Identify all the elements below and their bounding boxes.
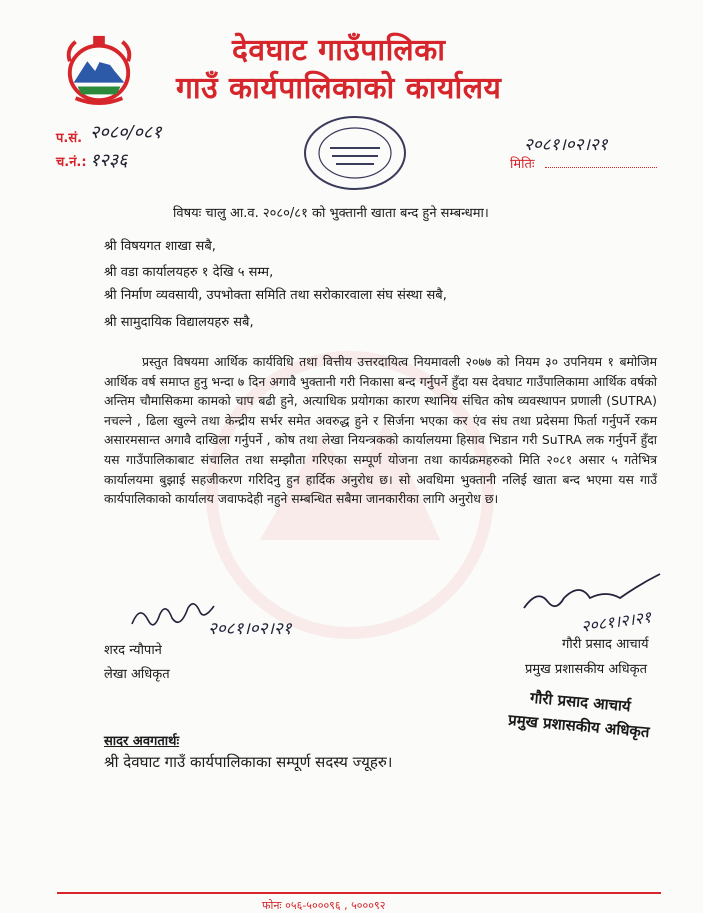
- cao-post: प्रमुख प्रशासकीय अधिकृत: [525, 662, 648, 677]
- date-dotted-line: [545, 167, 657, 168]
- addressee-line: श्री सामुदायिक विद्यालयहरु सबै,: [104, 315, 254, 330]
- date-label: मितिः: [510, 157, 535, 172]
- handwritten-date: २०८१।०२।२१: [524, 135, 608, 155]
- cc-heading: सादर अवगतार्थः: [104, 734, 180, 749]
- footer-phone: फोनः ०५६-५०००९६ , ५०००९२: [262, 899, 386, 912]
- cao-signature-date: २०८१।२।२१: [579, 607, 653, 636]
- accountant-signature-date: २०८१।०२।२१: [208, 619, 292, 639]
- letter-body: प्रस्तुत विषयमा आर्थिक कार्यविधि तथा वित्तीय उत्तरदायित्व नियमावली २०७७ को नियम ३० उपनियम १ बमोजिम आर्थिक वर्ष समाप्त हुनु भन्दा ७ दिन अगावै भुक्तानी गरी निकासा बन्द गर्नुपर्ने हुँदा यस देवघाट गाउँपालिकामा आर्थिक वर्षको अन्तिम चौमासिकमा कामको चाप बढी हुने, अत्याधिक प्रयोगका कारण स्थानिय संचित कोष व्यवस्थापन प्रणाली (SUTRA) नचल्ने , ढिला खुल्ने तथा केन्द्रीय सर्भर समेत अवरुद्ध हुने र सिर्जना भएका कर एंव संघ तथा प्रदेसमा फिर्ता गर्नुपर्ने रकम असारमसान्त अगावै दाखिला गर्नुपर्ने , कोष तथा लेखा नियन्त्रककाे कार्यालयमा हिसाव भिडान गरी SuTRA लक गर्नुपर्ने हुँदा यस गाउँपालिकाबाट संचालित तथा सम्झौता गरिएका सम्पूर्ण योजना तथा कार्यक्रमहरुको मिति २०८१ असार ५ गतेभित्र कार्यालयमा बुझाई सहजीकरण गरिदिनु हुन हार्दिक अनुरोध छ। सो अवधिमा भुक्तानी नलिई खाता बन्द भएमा यस गाउँ कार्यपालिकाको कार्यालय जवाफदेही नहुने सम्बन्धित सबैमा जानकारीका लागि अनुरोध छ।: [104, 354, 657, 507]
- letter-number-label: प.सं.: [56, 131, 83, 146]
- office-stamp: [300, 112, 410, 194]
- name-stamp-post: प्रमुख प्रशासकीय अधिकृत: [507, 710, 651, 742]
- addressee-line: श्री वडा कार्यालयहरु १ देखि ५ सम्म,: [104, 265, 274, 280]
- addressee-line: श्री निर्माण व्यवसायी, उपभोक्ता समिति तथा सरोकारवाला संघ संस्था सबै,: [104, 288, 447, 303]
- office-title: गाउँ कार्यपालिकाको कार्यालय: [176, 71, 502, 106]
- accountant-post: लेखा अधिकृत: [104, 667, 170, 682]
- municipality-title: देवघाट गाउँपालिका: [232, 33, 446, 68]
- dispatch-number-value: १२३६: [90, 150, 128, 171]
- letter-subject: विषयः चालु आ.व. २०८०/८१ को भुक्तानी खाता बन्द हुने सम्बन्धमा।: [173, 206, 489, 221]
- cao-name: गौरी प्रसाद आचार्य: [562, 637, 649, 652]
- name-stamp-name: गौरी प्रसाद आचार्य: [529, 688, 632, 716]
- dispatch-number-label: च.नं.:: [56, 155, 87, 170]
- accountant-name: शरद न्यौपाने: [104, 643, 162, 658]
- footer-divider: [57, 892, 661, 894]
- cc-recipients: श्री देवघाट गाउँ कार्यपालिकाका सम्पूर्ण सदस्य ज्यूहरु।: [104, 753, 393, 771]
- letter-number-value: २०८०/०८१: [90, 122, 162, 143]
- nepal-emblem-logo: [60, 32, 138, 106]
- accountant-signature: [130, 590, 330, 640]
- cao-signature: [520, 568, 670, 638]
- addressee-line: श्री विषयगत शाखा सबै,: [104, 239, 216, 254]
